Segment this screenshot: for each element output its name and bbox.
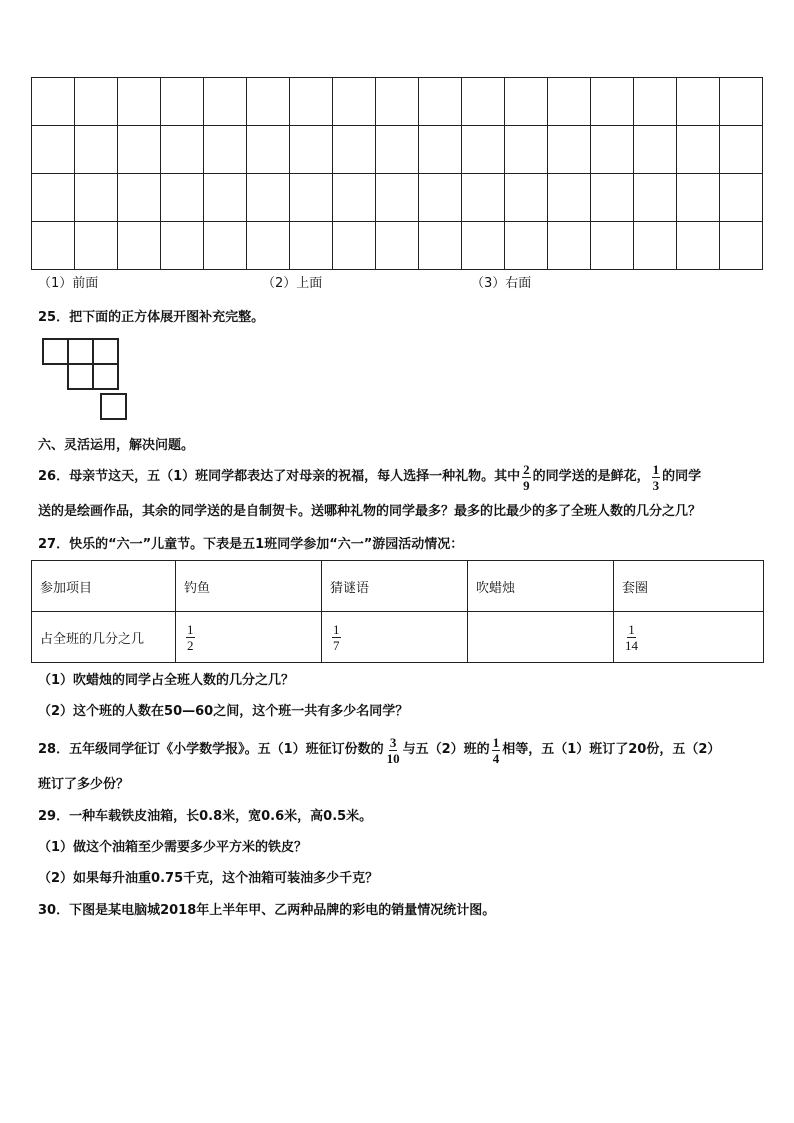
net-square: [42, 338, 69, 365]
grid-row: [32, 174, 763, 222]
net-square: [67, 338, 94, 365]
question-28-line2: 班订了多少份？: [38, 777, 130, 792]
fraction: $\frac{2}{9}$: [523, 461, 530, 493]
grid-cell: [32, 222, 75, 270]
table-cell: $\frac{1}{2}$: [176, 612, 322, 663]
grid-cell: [75, 222, 118, 270]
table-header-row: [32, 561, 764, 612]
table-header-cell: 钓鱼: [176, 561, 322, 612]
grid-cell: [720, 78, 763, 126]
table-row-label: 占全班的几分之几: [32, 612, 176, 663]
grid-cell: [548, 174, 591, 222]
question-29-sub1: （1）做这个油箱至少需要多少平方米的铁皮？: [38, 840, 308, 855]
table-header-cell: 猜谜语: [322, 561, 468, 612]
grid-cell: [419, 222, 462, 270]
grid-cell: [333, 78, 376, 126]
grid-cell: [548, 126, 591, 174]
grid-cell: [333, 174, 376, 222]
grid-cell: [161, 222, 204, 270]
grid-cell: [118, 126, 161, 174]
grid-cell: [505, 174, 548, 222]
question-29-sub2: （2）如果每升油重0.75千克，这个油箱可装油多少千克？: [38, 871, 379, 886]
grid-cell: [247, 78, 290, 126]
table-header-cell: 参加项目: [32, 561, 176, 612]
grid-cell: [462, 78, 505, 126]
grid-cell: [247, 222, 290, 270]
grid-cell: [376, 222, 419, 270]
grid-cell: [419, 78, 462, 126]
fraction: $\frac{1}{4}$: [492, 734, 500, 766]
fraction: $\frac{3}{10}$: [386, 734, 400, 766]
grid-cell: [720, 126, 763, 174]
fraction: $\frac{1}{3}$: [652, 461, 660, 493]
grid-cell: [204, 222, 247, 270]
question-26-line1: 26．母亲节这天，五（1）班同学都表达了对母亲的祝福，每人选择一种礼物。其中 $\frac{2}{9}$ 的同学送的是鲜花， $\frac{1}{3}$ 的同学: [38, 461, 702, 493]
table-header-cell: 套圈: [614, 561, 764, 612]
net-square: [92, 363, 119, 390]
net-square: [100, 393, 127, 420]
grid-cell: [591, 174, 634, 222]
question-28-line1: 28．五年级同学征订《小学数学报》。五（1）班征订份数的 $\frac{3}{10}$ 与五（2）班的 $\frac{1}{4}$ 相等，五（1）班订了20份，五（2）: [38, 734, 721, 766]
grid-cell: [376, 126, 419, 174]
grid-cell: [591, 126, 634, 174]
grid-cell: [161, 78, 204, 126]
grid-cell: [118, 222, 161, 270]
grid-cell: [677, 126, 720, 174]
grid-cell: [419, 174, 462, 222]
grid-cell: [720, 222, 763, 270]
question-27-sub1: （1）吹蜡烛的同学占全班人数的几分之几？: [38, 673, 295, 688]
grid-cell: [161, 174, 204, 222]
grid-cell: [118, 78, 161, 126]
grid-cell: [376, 78, 419, 126]
grid-cell: [419, 126, 462, 174]
table-cell: $\frac{1}{14}$: [614, 612, 764, 663]
table-cell-empty: [468, 612, 614, 663]
grid-cell: [677, 78, 720, 126]
grid-cell: [204, 78, 247, 126]
grid-cell: [118, 174, 161, 222]
grid-cell: [247, 174, 290, 222]
grid-cell: [32, 126, 75, 174]
grid-cell: [677, 174, 720, 222]
question-27-sub2: （2）这个班的人数在50—60之间，这个班一共有多少名同学？: [38, 704, 409, 719]
grid-row: [32, 222, 763, 270]
grid-row: [32, 78, 763, 126]
question-27-intro: 27．快乐的“六一”儿童节。下表是五1班同学参加“六一”游园活动情况：: [38, 537, 464, 552]
grid-cell: [634, 222, 677, 270]
grid-cell: [548, 222, 591, 270]
grid-cell: [505, 222, 548, 270]
grid-cell: [548, 78, 591, 126]
grid-cell: [591, 222, 634, 270]
question-30: 30．下图是某电脑城2018年上半年甲、乙两种品牌的彩电的销量情况统计图。: [38, 903, 496, 918]
net-square: [92, 338, 119, 365]
question-29: 29．一种车载铁皮油箱，长0.8米，宽0.6米，高0.5米。: [38, 809, 373, 824]
grid-cell: [634, 126, 677, 174]
grid-cell: [204, 126, 247, 174]
grid-cell: [32, 174, 75, 222]
view-label-front: （1）前面: [38, 276, 99, 291]
grid-cell: [462, 222, 505, 270]
grid-cell: [677, 222, 720, 270]
grid-cell: [204, 174, 247, 222]
grid-cell: [376, 174, 419, 222]
drawing-grid: [31, 77, 763, 270]
activity-table: [31, 560, 764, 663]
grid-cell: [161, 126, 204, 174]
grid-cell: [290, 126, 333, 174]
grid-cell: [290, 222, 333, 270]
question-26-line2: 送的是绘画作品，其余的同学送的是自制贺卡。送哪种礼物的同学最多？最多的比最少的多了全班人数的几分之几？: [38, 504, 702, 519]
grid-cell: [591, 78, 634, 126]
table-cell: $\frac{1}{7}$: [322, 612, 468, 663]
net-square: [67, 363, 94, 390]
view-label-right: （3）右面: [471, 276, 532, 291]
question-25: 25．把下面的正方体展开图补充完整。: [38, 310, 265, 325]
table-row: [32, 612, 764, 663]
grid-cell: [720, 174, 763, 222]
grid-cell: [247, 126, 290, 174]
grid-cell: [634, 78, 677, 126]
grid-cell: [505, 126, 548, 174]
grid-cell: [333, 126, 376, 174]
grid-cell: [290, 174, 333, 222]
grid-cell: [75, 126, 118, 174]
grid-cell: [75, 174, 118, 222]
grid-cell: [290, 78, 333, 126]
table-header-cell: 吹蜡烛: [468, 561, 614, 612]
grid-cell: [462, 174, 505, 222]
grid-row: [32, 126, 763, 174]
grid-cell: [32, 78, 75, 126]
grid-cell: [462, 126, 505, 174]
grid-cell: [634, 174, 677, 222]
grid-cell: [505, 78, 548, 126]
grid-cell: [333, 222, 376, 270]
grid-cell: [75, 78, 118, 126]
view-label-top: （2）上面: [262, 276, 323, 291]
section-6-heading: 六、灵活运用，解决问题。: [38, 438, 195, 453]
cube-net-figure: [42, 338, 132, 428]
